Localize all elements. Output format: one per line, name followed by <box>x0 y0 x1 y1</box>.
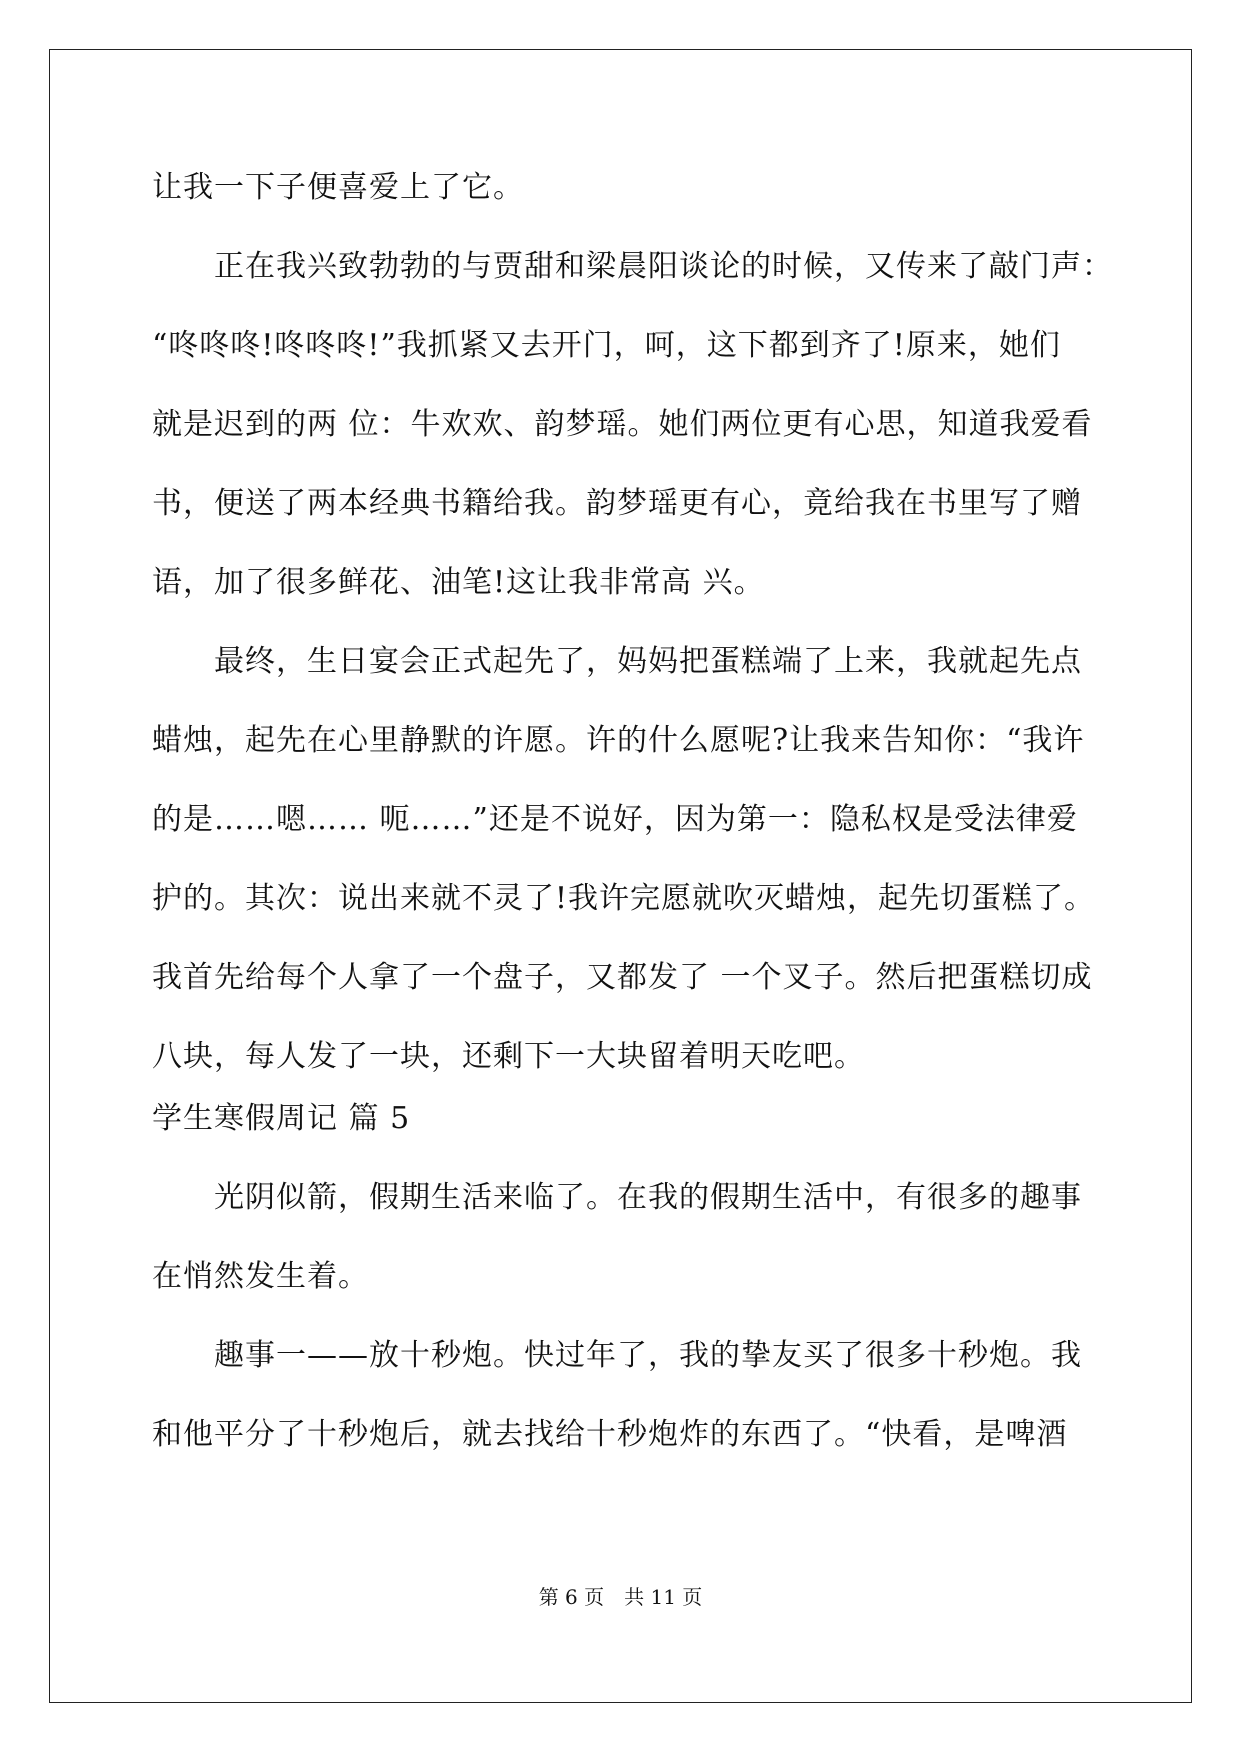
text-line: 八块，每人发了一块，还剩下一大块留着明天吃吧。 <box>152 1039 865 1074</box>
text-line: “咚咚咚!咚咚咚!”我抓紧又去开门，呵，这下都到齐了!原来，她们 <box>152 328 1061 363</box>
text-line: 让我一下子便喜爱上了它。 <box>152 170 524 205</box>
text-line: 我首先给每个人拿了一个盘子，又都发了 一个叉子。然后把蛋糕切成 <box>152 960 1093 995</box>
text-line: 正在我兴致勃勃的与贾甜和梁晨阳谈论的时候，又传来了敲门声： <box>214 249 1113 284</box>
text-line: 就是迟到的两 位：牛欢欢、韵梦瑶。她们两位更有心思，知道我爱看 <box>152 407 1093 442</box>
page-footer: 第 6 页 共 11 页 <box>538 1585 703 1609</box>
text-line: 和他平分了十秒炮后，就去找给十秒炮炸的东西了。“快看，是啤酒 <box>152 1417 1068 1452</box>
text-line: 的是……嗯…… 呃……”还是不说好，因为第一：隐私权是受法律爱 <box>152 802 1078 837</box>
text-line: 蜡烛，起先在心里静默的许愿。许的什么愿呢?让我来告知你：“我许 <box>152 723 1085 758</box>
text-line: 趣事一——放十秒炮。快过年了，我的挚友买了很多十秒炮。我 <box>214 1338 1082 1373</box>
section-heading: 学生寒假周记 篇 5 <box>152 1101 411 1136</box>
text-line: 护的。其次：说出来就不灵了!我许完愿就吹灭蜡烛，起先切蛋糕了。 <box>152 881 1096 916</box>
text-line: 最终，生日宴会正式起先了，妈妈把蛋糕端了上来，我就起先点 <box>214 644 1082 679</box>
document-body <box>152 168 1113 1494</box>
text-line: 在悄然发生着。 <box>152 1259 369 1294</box>
text-line: 光阴似箭，假期生活来临了。在我的假期生活中，有很多的趣事 <box>214 1180 1082 1215</box>
text-line: 书，便送了两本经典书籍给我。韵梦瑶更有心，竟给我在书里写了赠 <box>152 486 1082 521</box>
text-line: 语，加了很多鲜花、油笔!这让我非常高 兴。 <box>152 565 765 600</box>
